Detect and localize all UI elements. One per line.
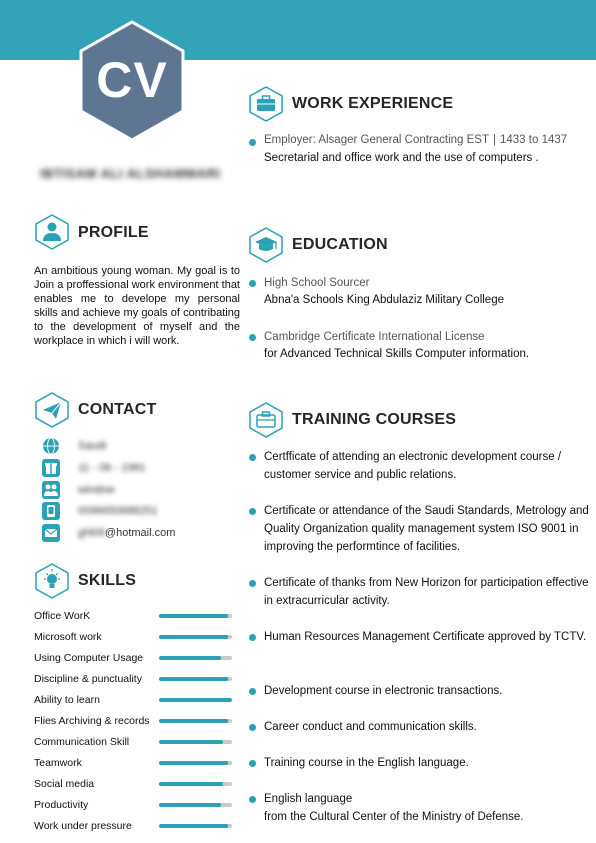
work-entry-head (264, 134, 567, 146)
bullet-dot (249, 688, 256, 695)
bullet-dot (249, 139, 256, 146)
skill-row (34, 734, 240, 750)
training-text: English language from the Cultural Center of the Ministry of Defense. (264, 793, 524, 823)
education-section-icon (248, 227, 284, 263)
skill-bar-fill (159, 782, 223, 786)
skill-row (34, 776, 240, 792)
training-text: Training course in the English language. (264, 757, 469, 769)
candidate-name: IBTISAM ALI ALSHAMMARI (40, 166, 221, 181)
bullet-dot (249, 724, 256, 731)
work-entry (249, 134, 589, 170)
training-entry (249, 502, 589, 556)
skill-row (34, 671, 240, 687)
skill-label: Teamwork (34, 757, 82, 769)
training-entry (249, 574, 589, 610)
skill-bar (159, 635, 232, 639)
education-entry (249, 331, 589, 367)
skill-bar-fill (159, 761, 228, 765)
training-section-icon (248, 402, 284, 438)
users-icon (40, 481, 62, 499)
skill-bar (159, 782, 232, 786)
skill-label: Office WorK (34, 610, 91, 622)
training-entry (249, 718, 589, 736)
education-sub: Abna'a Schools King Abdulaziz Military College (264, 294, 504, 306)
cv-badge (79, 20, 185, 142)
profile-title: PROFILE (78, 224, 149, 241)
training-text: Certfficate of attending an electronic development course / customer service and public relations. (264, 451, 562, 481)
skill-row (34, 818, 240, 834)
skill-bar (159, 824, 232, 828)
skill-row (34, 797, 240, 813)
skills-title: SKILLS (78, 572, 137, 589)
skill-label: Productivity (34, 799, 89, 811)
work-description: Secretarial and office work and the use of computers . (264, 152, 539, 164)
skills-section-icon (34, 563, 70, 599)
skill-row (34, 755, 240, 771)
training-entry (249, 682, 589, 700)
work-section-icon (248, 86, 284, 122)
skill-label: Using Computer Usage (34, 652, 144, 664)
contact-phone-text[interactable]: 0096650688251 (78, 505, 158, 517)
training-text: Certificate of thanks from New Horizon for participation effective in extracurricular activity. (264, 577, 589, 607)
skill-bar-fill (159, 698, 232, 702)
skill-bar (159, 719, 232, 723)
skill-row (34, 629, 240, 645)
training-text: Development course in electronic transactions. (264, 685, 503, 697)
skill-bar-fill (159, 803, 221, 807)
skill-bar-fill (159, 719, 228, 723)
profile-section-icon (34, 214, 70, 250)
skill-bar (159, 677, 232, 681)
work-employer: Employer: Alsager General Contracting EST (264, 134, 489, 146)
skill-label: Work under pressure (34, 820, 132, 832)
skill-bar (159, 656, 232, 660)
bullet-dot (249, 760, 256, 767)
skill-bar (159, 740, 232, 744)
education-head: High School Sourcer (264, 277, 370, 289)
skill-label: Microsoft work (34, 631, 102, 643)
skill-bar-fill (159, 635, 228, 639)
training-text: Career conduct and communication skills. (264, 721, 477, 733)
skill-bar-fill (159, 824, 228, 828)
skill-bar-fill (159, 677, 228, 681)
bullet-dot (249, 454, 256, 461)
phone-icon (40, 502, 62, 520)
contact-section-icon (34, 392, 70, 428)
skill-bar (159, 803, 232, 807)
education-title: EDUCATION (292, 236, 388, 253)
contact-email-text[interactable] (78, 527, 175, 539)
skill-label: Communication Skill (34, 736, 130, 748)
bullet-dot (249, 334, 256, 341)
work-title: WORK EXPERIENCE (292, 95, 454, 112)
mail-icon (40, 524, 62, 542)
bullet-dot (249, 796, 256, 803)
training-entry (249, 790, 589, 826)
skill-bar (159, 761, 232, 765)
gift-icon (40, 459, 62, 477)
skill-label: Social media (34, 778, 95, 790)
contact-title: CONTACT (78, 401, 157, 418)
training-text: Human Resources Management Certificate approved by TCTV. (264, 631, 587, 643)
skill-label: Discipline & punctuality (34, 673, 142, 685)
skill-label: Flies Archiving & records (34, 715, 150, 727)
skill-row (34, 608, 240, 624)
skill-bar-fill (159, 614, 228, 618)
training-title: TRAINING COURSES (292, 411, 457, 428)
bullet-dot (249, 280, 256, 287)
training-entry (249, 628, 589, 664)
email-domain: @hotmail.com (104, 527, 176, 539)
work-years: 1433 to 1437 (500, 134, 568, 146)
work-separator: | (493, 134, 496, 146)
bullet-dot (249, 580, 256, 587)
skill-bar (159, 614, 232, 618)
contact-nationality-text: Saudi (78, 440, 107, 452)
skill-bar (159, 698, 232, 702)
education-head: Cambridge Certificate International License (264, 331, 485, 343)
skill-row (34, 713, 240, 729)
training-entry (249, 448, 589, 484)
skill-row (34, 692, 240, 708)
skill-row (34, 650, 240, 666)
training-entry (249, 754, 589, 772)
education-entry (249, 277, 589, 313)
contact-marital-text: window (78, 484, 115, 496)
contact-birthdate-text: 11 - 06 - 1981 (78, 462, 146, 474)
training-text: Certificate or attendance of the Saudi Standards, Metrology and Quality Organization quality management system ISO 9001 in improving the performtince of facilities. (264, 505, 589, 553)
profile-text: An ambitious young woman. My goal is to Join a proffessional work environment that enables me to develope my personal skills and achieve my goals of contribating to the development of myself and the workplace in which i will work. (34, 265, 240, 347)
bullet-dot (249, 634, 256, 641)
globe-icon (40, 437, 62, 455)
skill-bar-fill (159, 656, 221, 660)
skill-bar-fill (159, 740, 223, 744)
cv-badge-text: CV (96, 52, 168, 108)
skill-label: Ability to learn (34, 694, 100, 706)
email-local-part: ghl09 (78, 527, 105, 539)
bullet-dot (249, 508, 256, 515)
education-sub: for Advanced Technical Skills Computer information. (264, 348, 530, 360)
